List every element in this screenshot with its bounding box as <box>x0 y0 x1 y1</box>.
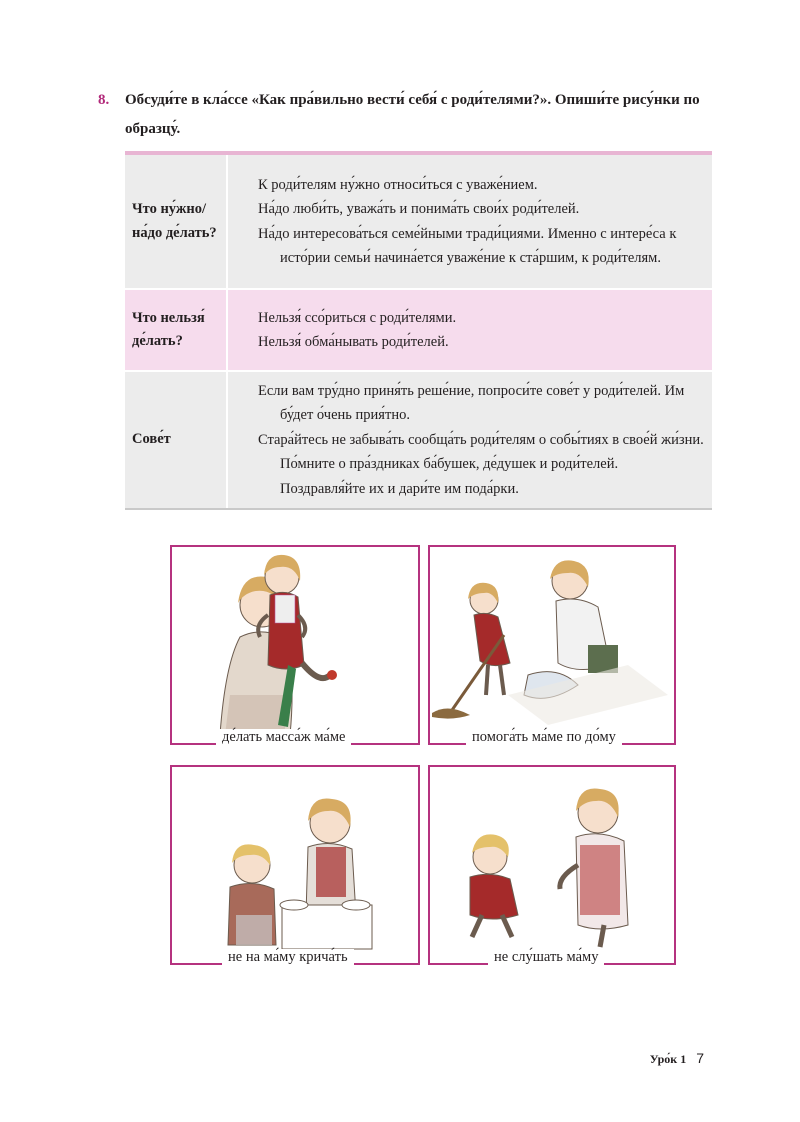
forbidden-line-1: Нельзя́ ссо́риться с роди́телями. <box>258 309 457 326</box>
picture-not-listening <box>428 765 674 963</box>
page-footer <box>650 1050 704 1067</box>
caption-shouting: не на ма́му крича́ть <box>222 949 354 966</box>
must-line-3: На́до интересова́ться семе́йными тради́циями. Именно с интере́са к исто́рии семьи́ начина́ется уваже́ние к ста́ршим, к роди́телям. <box>258 225 677 266</box>
row-label-advice: Сове́т <box>125 372 228 508</box>
row-label-must: Что ну́жно/ на́до де́лать? <box>125 155 228 288</box>
not-listening-illustration <box>428 765 678 965</box>
row-label-forbidden: Что нельзя́ де́лать? <box>125 290 228 370</box>
caption-massage: де́лать масса́ж ма́ме <box>216 729 351 746</box>
rules-table <box>125 151 712 510</box>
forbidden-line-2: Нельзя́ обма́нывать роди́телей. <box>258 334 449 350</box>
task-number: 8. <box>98 92 110 108</box>
advice-line-2: Стара́йтесь не забыва́ть сообща́ть роди́телям о собы́тиях в свое́й жи́зни. По́мните о пра́здниках ба́бушек, де́душек и роди́телей. Поздравля́йте их и дари́те им пода́рки. <box>258 431 704 497</box>
row-content-forbidden <box>228 290 712 370</box>
table-row-must <box>125 155 712 288</box>
advice-line-1: Если вам тру́дно приня́ть реше́ние, попроси́те сове́т у роди́телей. Им бу́дет о́чень прия́тно. <box>258 382 685 424</box>
table-row-advice <box>125 370 712 508</box>
picture-massage <box>170 545 416 743</box>
row-content-must <box>228 155 712 288</box>
lesson-label: Уро́к 1 <box>649 1052 687 1066</box>
row-content-advice <box>228 372 712 508</box>
caption-helping: помога́ть ма́ме по до́му <box>466 729 622 746</box>
picture-helping <box>428 545 674 743</box>
must-line-1: К роди́телям ну́жно относи́ться с уваже́нием. <box>258 176 538 193</box>
must-line-2: На́до люби́ть, уважа́ть и понима́ть свои́х роди́телей. <box>258 201 580 217</box>
page-number: 7 <box>696 1050 704 1066</box>
task-text: Обсуди́те в кла́ссе «Как пра́вильно вести́ себя́ с роди́телями?». Опиши́те рису́нки по образцу́. <box>125 92 700 137</box>
shouting-illustration <box>170 765 420 965</box>
helping-illustration <box>428 545 678 745</box>
table-row-forbidden <box>125 288 712 370</box>
task-heading <box>98 86 718 144</box>
caption-not-listening: не слу́шать ма́му <box>488 949 604 966</box>
massage-illustration <box>170 545 420 745</box>
picture-shouting <box>170 765 416 963</box>
